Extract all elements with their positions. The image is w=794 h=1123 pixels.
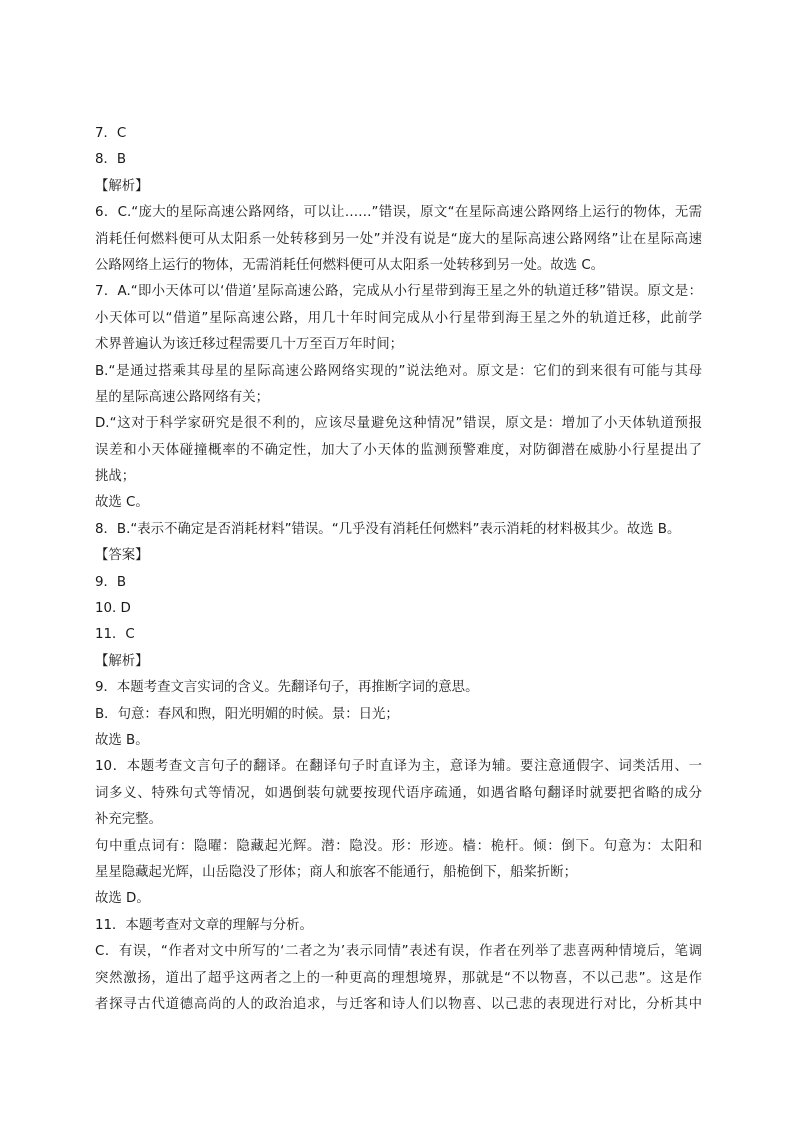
paragraph-line: 者探寻古代道德高尚的人的政治追求，与迁客和诗人们以物喜、以己悲的表现进行对比，分析其中 [95, 996, 702, 1012]
paragraph-line: 故选 D。 [95, 891, 150, 907]
paragraph-line: 误差和小天体碰撞概率的不确定性，加大了小天体的监测预警难度，对防御潜在威胁小行星提出了 [95, 442, 702, 458]
paragraph-line: 7．A.“即小天体可以‘借道’星际高速公路，完成从小行星带到海王星之外的轨道迁移”错误。原文是： [95, 284, 702, 300]
paragraph-line: 消耗任何燃料便可从太阳系一处转移到另一处”并没有说是“庞大的星际高速公路网络”让在星际高速 [95, 231, 702, 247]
paragraph-line: 故选 B。 [95, 732, 149, 748]
paragraph-line: 8．B.“表示不确定是否消耗材料”错误。“几乎没有消耗任何燃料”表示消耗的材料极其少。故选 B。 [95, 521, 681, 537]
paragraph-line: 11．本题考查对文章的理解与分析。 [95, 917, 313, 933]
paragraph-line: 挑战； [95, 469, 136, 485]
paragraph-line: B.“是通过搭乘其母星的星际高速公路网络实现的”说法绝对。原文是：它们的到来很有可能与其母 [95, 363, 702, 379]
section-heading-analysis: 【解析】 [95, 178, 149, 194]
paragraph-line: 术界普遍认为该迁移过程需要几十万至百万年时间； [95, 337, 403, 353]
paragraph-line: 补充完整。 [95, 812, 162, 828]
paragraph-line: 小天体可以“借道”星际高速公路，用几十年时间完成从小行星带到海王星之外的轨道迁移，此前学 [95, 310, 702, 326]
paragraph-line: B．句意：春风和煦，阳光明媚的时候。景：日光； [95, 706, 399, 722]
answer-8: 8．B [95, 152, 127, 168]
section-heading-answer: 【答案】 [95, 548, 149, 564]
answer-9: 9．B [95, 574, 127, 590]
answer-explanation-text [95, 121, 702, 1018]
answer-7: 7．C [95, 126, 127, 141]
section-heading-analysis: 【解析】 [95, 653, 149, 669]
paragraph-line: 10．本题考查文言句子的翻译。在翻译句子时直译为主，意译为辅。要注意通假字、词类活用、一 [95, 759, 702, 775]
paragraph-line: 故选 C。 [95, 495, 149, 511]
paragraph-line: 公路网络上运行的物体，无需消耗任何燃料便可从太阳系一处转移到另一处。故选 C。 [95, 257, 605, 273]
paragraph-line: 星的星际高速公路网络有关； [95, 389, 270, 405]
paragraph-line: 星星隐藏起光辉，山岳隐没了形体；商人和旅客不能通行，船桅倒下，船桨折断； [95, 864, 578, 880]
paragraph-line: 突然激扬，道出了超乎这两者之上的一种更高的理想境界，那就是“不以物喜，不以己悲”。这是作 [95, 970, 702, 986]
paragraph-line: D.“这对于科学家研究是很不利的，应该尽量避免这种情况”错误，原文是：增加了小天体轨道预报 [95, 416, 702, 432]
paragraph-line: C．有误，“作者对文中所写的‘二者之为’表示同情”表述有误，作者在列举了悲喜两种情境后，笔调 [95, 944, 702, 960]
paragraph-line: 词多义、特殊句式等情况，如遇倒装句就要按现代语序疏通，如遇省略句翻译时就要把省略的成分 [95, 785, 702, 801]
paragraph-line: 9．本题考查文言实词的含义。先翻译句子，再推断字词的意思。 [95, 680, 479, 696]
paragraph-line: 句中重点词有：隐曜：隐藏起光辉。潜：隐没。形：形迹。樯：桅杆。倾：倒下。句意为：太阳和 [95, 838, 702, 854]
answer-10: 10. D [95, 601, 131, 617]
paragraph-line: 6．C.“庞大的星际高速公路网络，可以让……”错误，原文“在星际高速公路网络上运行的物体，无需 [95, 205, 702, 221]
answer-11: 11．C [95, 627, 135, 643]
